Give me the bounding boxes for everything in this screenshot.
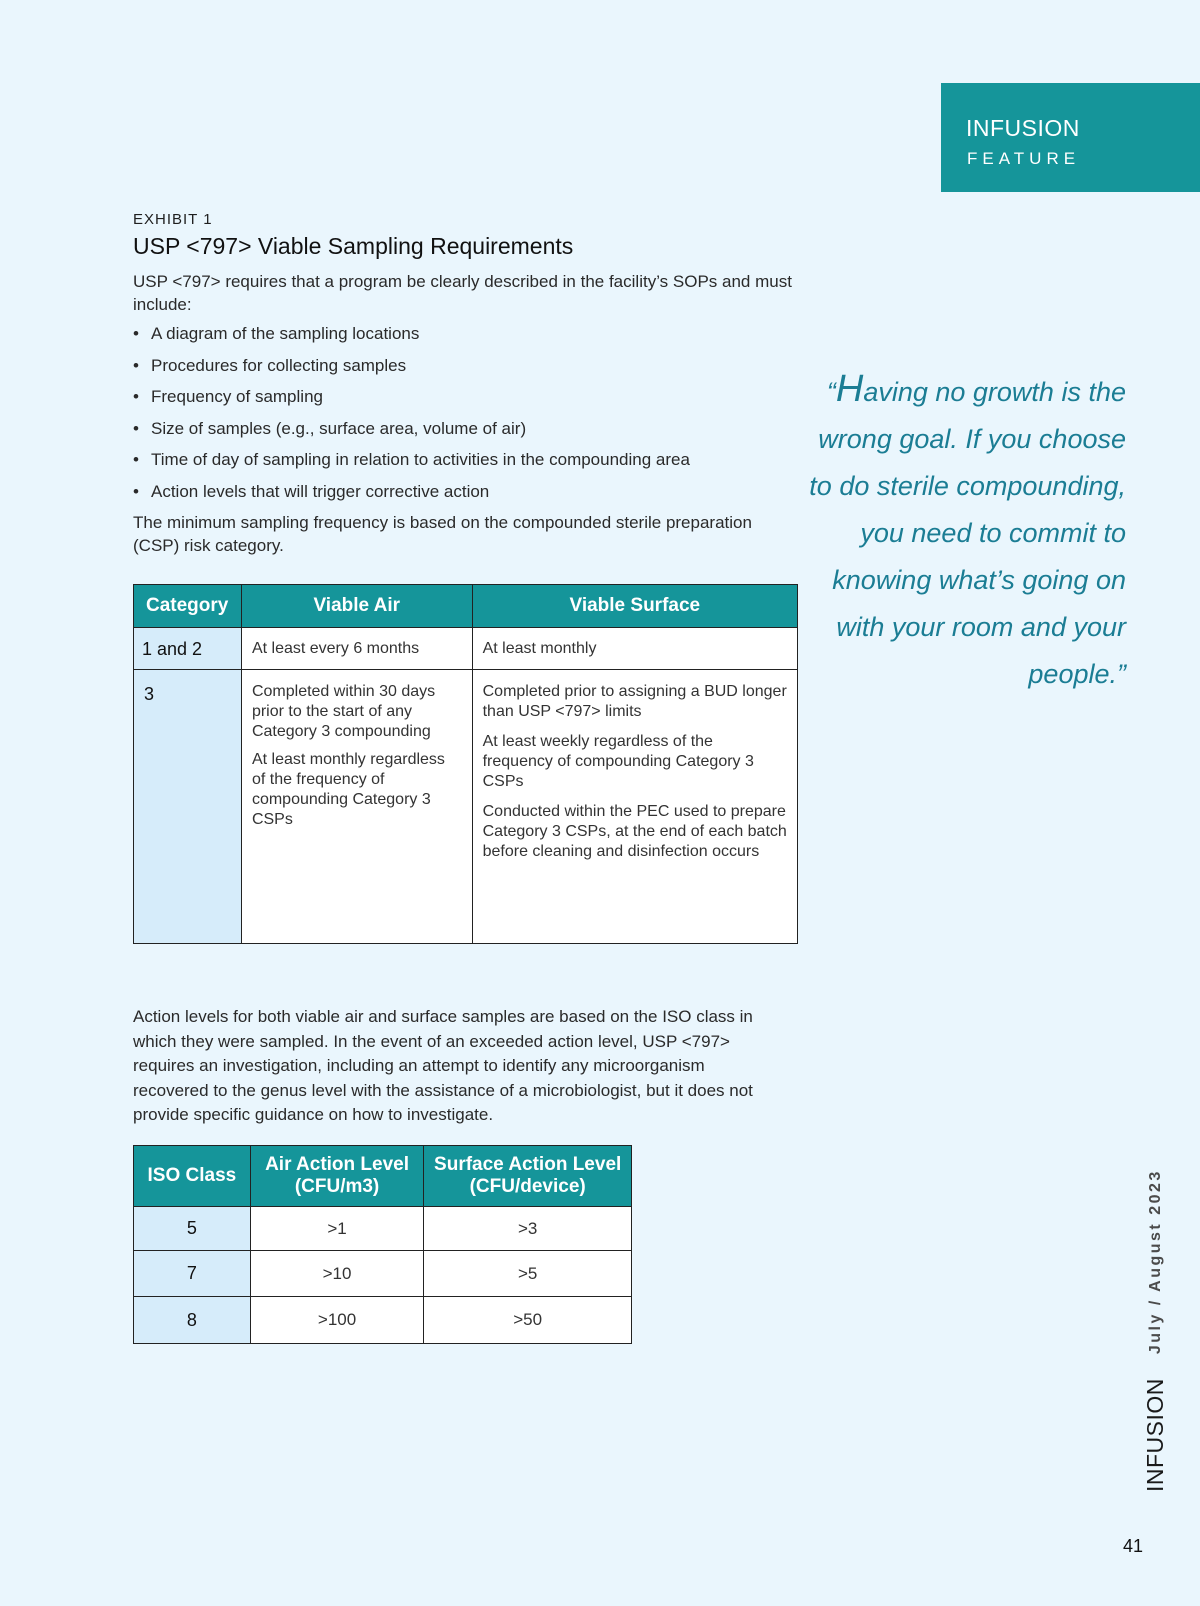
header-category: Category (134, 585, 242, 628)
action-levels-table (133, 1145, 632, 1344)
cell-paragraph: Conducted within the PEC used to prepare Category 3 CSPs, at the end of each batch before cleaning and disinfection occurs (482, 803, 787, 860)
surface-level-cell: >50 (424, 1297, 632, 1344)
list-item: • Frequency of sampling (133, 384, 690, 416)
exhibit-label: EXHIBIT 1 (133, 211, 213, 228)
air-level-cell: >1 (250, 1207, 424, 1251)
header-viable-air: Viable Air (241, 585, 472, 628)
quote-open-mark: “ (826, 377, 836, 407)
viable-air-cell (241, 670, 472, 944)
iso-class-cell: 7 (134, 1251, 251, 1297)
air-level-cell: >100 (250, 1297, 424, 1344)
category-cell: 1 and 2 (134, 628, 242, 670)
viable-surface-cell (472, 670, 797, 944)
header-viable-surface: Viable Surface (472, 585, 797, 628)
section-tab (941, 83, 1200, 192)
pull-quote (796, 366, 1126, 698)
cell-paragraph: At least monthly regardless of the frequency of compounding Category 3 CSPs (251, 751, 445, 828)
iso-class-cell: 5 (134, 1207, 251, 1251)
header-air-action-level: Air Action Level (CFU/m3) (250, 1146, 424, 1207)
air-level-cell: >10 (250, 1251, 424, 1297)
table-row (134, 670, 798, 944)
action-levels-paragraph: Action levels for both viable air and surface samples are based on the ISO class in which they were sampled. In the event of an exceeded action level, USP <797> requires an investigation, including an attempt to identify any microorganism recovered to the genus level with the assistance of a microbiologist, but it does not provide specific guidance on how to investigate. (133, 1007, 753, 1124)
quote-text: aving no growth is the wrong goal. If you choose to do sterile compounding, you need to commit to knowing what’s going on with your room and your people. (809, 377, 1126, 689)
sampling-frequency-table (133, 584, 798, 944)
exhibit-intro: USP <797> requires that a program be clearly described in the facility’s SOPs and must include: (133, 272, 792, 314)
table-row (134, 628, 798, 670)
issue-date: July / August 2023 (1146, 1169, 1164, 1355)
table-header-row (134, 585, 798, 628)
viable-air-cell: At least every 6 months (241, 628, 472, 670)
list-item: • A diagram of the sampling locations (133, 321, 690, 353)
footer-brand-logo: INFUSION (1142, 1378, 1168, 1492)
list-item: • Time of day of sampling in relation to activities in the compounding area (133, 447, 690, 479)
list-item: • Procedures for collecting samples (133, 353, 690, 385)
page-number: 41 (1123, 1536, 1144, 1556)
header-section-label: FEATURE (967, 149, 1081, 168)
surface-level-cell: >3 (424, 1207, 632, 1251)
requirements-list (133, 321, 690, 510)
table-header-row (134, 1146, 632, 1207)
header-brand-logo: INFUSION (966, 115, 1080, 141)
surface-level-cell: >5 (424, 1251, 632, 1297)
category-cell: 3 (134, 670, 242, 944)
vertical-footer (1142, 1169, 1169, 1492)
cell-paragraph: Completed prior to assigning a BUD longer than USP <797> limits (482, 683, 787, 720)
frequency-note: The minimum sampling frequency is based on the compounded sterile preparation (CSP) risk category. (133, 513, 752, 555)
cell-paragraph: At least weekly regardless of the frequency of compounding Category 3 CSPs (482, 733, 754, 790)
iso-class-cell: 8 (134, 1297, 251, 1344)
list-item: • Size of samples (e.g., surface area, volume of air) (133, 416, 690, 448)
cell-paragraph: Completed within 30 days prior to the start of any Category 3 compounding (251, 683, 436, 740)
quote-first-letter: H (835, 368, 864, 410)
table-row (134, 1207, 632, 1251)
table-row (134, 1251, 632, 1297)
list-item: • Action levels that will trigger corrective action (133, 479, 690, 511)
table-row (134, 1297, 632, 1344)
header-iso-class: ISO Class (134, 1146, 251, 1207)
viable-surface-cell: At least monthly (472, 628, 797, 670)
header-surface-action-level: Surface Action Level (CFU/device) (424, 1146, 632, 1207)
exhibit-title: USP <797> Viable Sampling Requirements (133, 233, 574, 259)
quote-close-mark: ” (1117, 659, 1126, 689)
